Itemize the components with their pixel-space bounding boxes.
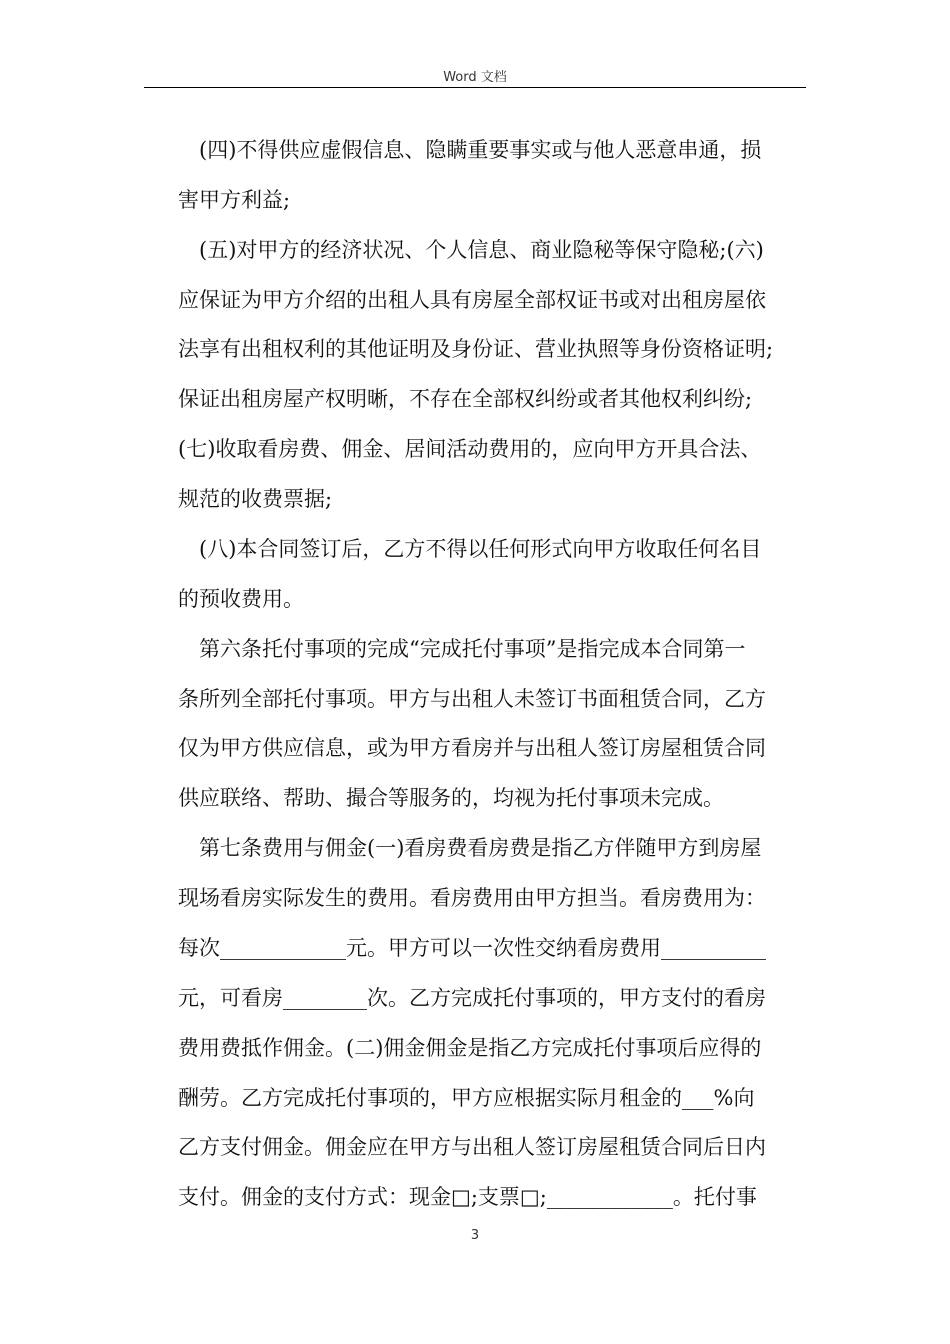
text-line: (四)不得供应虚假信息、隐瞒重要事实或与他人恶意串通，损: [199, 138, 762, 162]
text-line: 应保证为甲方介绍的出租人具有房屋全部权证书或对出租房屋依: [178, 288, 766, 312]
text-line: 第六条托付事项的完成“完成托付事项”是指完成本合同第一: [199, 637, 746, 661]
text-line: 仅为甲方供应信息，或为甲方看房并与出租人签订房屋租赁合同: [178, 736, 766, 760]
text-line: 酬劳。乙方完成托付事项的，甲方应根据实际月租金的___%向: [178, 1086, 755, 1110]
header-divider: [144, 87, 806, 88]
text-line: 元，可看房________次。乙方完成托付事项的，甲方支付的看房: [178, 986, 766, 1010]
text-line: (五)对甲方的经济状况、个人信息、商业隐秘等保守隐秘;(六): [199, 238, 764, 262]
text-line: 现场看房实际发生的费用。看房费用由甲方担当。看房费用为：: [178, 886, 766, 910]
text-line: 支付。佣金的支付方式：现金□;支票□;____________。托付事: [178, 1185, 757, 1209]
text-line: 费用费抵作佣金。(二)佣金佣金是指乙方完成托付事项后应得的: [178, 1036, 762, 1060]
page-header: Word 文档: [443, 70, 507, 85]
text-line: 每次____________元。甲方可以一次性交纳看房费用__________: [178, 936, 766, 960]
text-line: 第七条费用与佣金(一)看房费看房费是指乙方伴随甲方到房屋: [199, 836, 762, 860]
page-number: 3: [470, 1228, 480, 1243]
text-line: 法享有出租权利的其他证明及身份证、营业执照等身份资格证明;: [178, 337, 774, 361]
text-line: 规范的收费票据;: [178, 487, 333, 511]
text-line: 保证出租房屋产权明晰，不存在全部权纠纷或者其他权利纠纷;: [178, 387, 753, 411]
text-line: (七)收取看房费、佣金、居间活动费用的，应向甲方开具合法、: [178, 437, 762, 461]
text-line: 害甲方利益;: [178, 188, 291, 212]
text-line: (八)本合同签订后，乙方不得以任何形式向甲方收取任何名目: [199, 537, 762, 561]
text-line: 条所列全部托付事项。甲方与出租人未签订书面租赁合同，乙方: [178, 687, 766, 711]
text-line: 乙方支付佣金。佣金应在甲方与出租人签订房屋租赁合同后日内: [178, 1135, 766, 1159]
text-line: 供应联络、帮助、撮合等服务的，均视为托付事项未完成。: [178, 786, 724, 810]
text-line: 的预收费用。: [178, 587, 304, 611]
